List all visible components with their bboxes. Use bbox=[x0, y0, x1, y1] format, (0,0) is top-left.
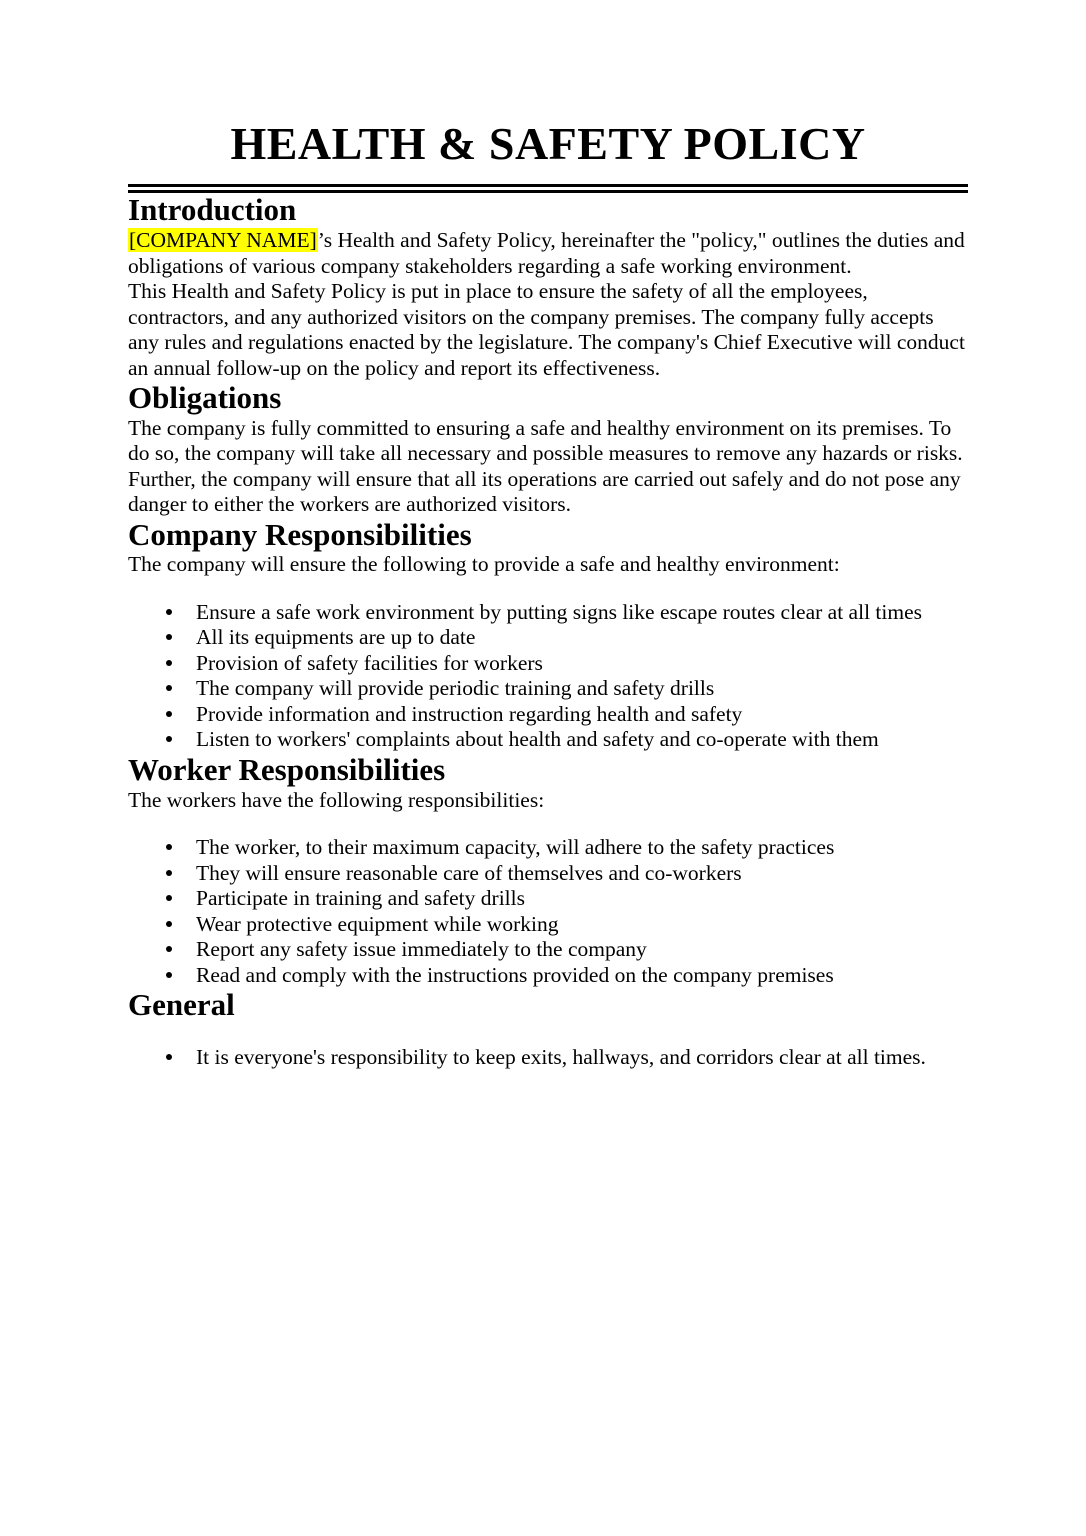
bullet-icon bbox=[166, 844, 172, 850]
list-item-label: All its equipments are up to date bbox=[196, 625, 476, 650]
list-item bbox=[128, 727, 968, 753]
heading-company-responsibilities: Company Responsibilities bbox=[128, 516, 472, 552]
bullet-icon bbox=[166, 870, 172, 876]
list-item bbox=[128, 625, 968, 651]
bullet-icon bbox=[166, 736, 172, 742]
list-item bbox=[128, 702, 968, 728]
list-item bbox=[128, 912, 968, 938]
bullet-icon bbox=[166, 946, 172, 952]
list-item bbox=[128, 651, 968, 677]
list-item bbox=[128, 835, 968, 861]
introduction-paragraph-2: This Health and Safety Policy is put in place to ensure the safety of all the employees, contractors, and any authorized visitors on the company premises. The company fully accepts any rules and regulations enacted by the legislature. The company's Chief Executive will conduct an annual follow-up on the policy and report its effectiveness. bbox=[128, 279, 965, 380]
bullet-icon bbox=[166, 711, 172, 717]
page-title: HEALTH & SAFETY POLICY bbox=[230, 118, 866, 169]
list-item bbox=[128, 937, 968, 963]
list-item-label: The worker, to their maximum capacity, will adhere to the safety practices bbox=[196, 835, 835, 860]
general-list bbox=[128, 1045, 968, 1071]
list-item-label: It is everyone's responsibility to keep exits, hallways, and corridors clear at all times. bbox=[196, 1044, 926, 1069]
list-item-label: Provision of safety facilities for workers bbox=[196, 650, 543, 675]
list-item-label: They will ensure reasonable care of themselves and co-workers bbox=[196, 860, 742, 885]
worker-responsibilities-list bbox=[128, 835, 968, 988]
bullet-icon bbox=[166, 1054, 172, 1060]
list-item bbox=[128, 1045, 968, 1071]
company-responsibilities-list bbox=[128, 600, 968, 753]
list-item bbox=[128, 886, 968, 912]
bullet-icon bbox=[166, 634, 172, 640]
obligations-paragraph-1: The company is fully committed to ensuring a safe and healthy environment on its premises. To do so, the company will take all necessary and possible measures to remove any hazards or risks. Further, the company will ensure that all its operations are carried out safely and do not pose any danger to either the workers are authorized visitors. bbox=[128, 415, 963, 517]
list-item-label: Read and comply with the instructions provided on the company premises bbox=[196, 962, 834, 987]
heading-general: General bbox=[128, 987, 235, 1023]
list-item-label: Provide information and instruction regarding health and safety bbox=[196, 701, 743, 726]
bullet-icon bbox=[166, 660, 172, 666]
heading-obligations: Obligations bbox=[128, 380, 282, 416]
list-item bbox=[128, 600, 968, 626]
list-item-label: Participate in training and safety drills bbox=[196, 886, 525, 911]
heading-worker-responsibilities: Worker Responsibilities bbox=[128, 751, 446, 787]
list-item-label: Wear protective equipment while working bbox=[196, 911, 559, 936]
company-responsibilities-intro: The company will ensure the following to provide a safe and healthy environment: bbox=[128, 552, 840, 577]
introduction-paragraph-1 bbox=[128, 228, 968, 279]
document-content bbox=[128, 0, 968, 1070]
bullet-icon bbox=[166, 685, 172, 691]
heading-introduction: Introduction bbox=[128, 192, 297, 228]
bullet-icon bbox=[166, 895, 172, 901]
list-item-label: The company will provide periodic training and safety drills bbox=[196, 676, 715, 701]
list-item-label: Ensure a safe work environment by putting signs like escape routes clear at all times bbox=[196, 599, 923, 624]
bullet-icon bbox=[166, 609, 172, 615]
list-item bbox=[128, 861, 968, 887]
list-item-label: Listen to workers' complaints about health and safety and co-operate with them bbox=[196, 727, 879, 752]
bullet-icon bbox=[166, 921, 172, 927]
bullet-icon bbox=[166, 972, 172, 978]
list-item bbox=[128, 676, 968, 702]
company-name-placeholder: [COMPANY NAME] bbox=[129, 228, 317, 253]
introduction-paragraph-1-rest: ’s Health and Safety Policy, hereinafter the "policy," outlines the duties and obligations of various company stakeholders regarding a safe working environment. bbox=[128, 228, 965, 278]
list-item bbox=[128, 963, 968, 989]
list-item-label: Report any safety issue immediately to the company bbox=[196, 937, 647, 962]
worker-responsibilities-intro: The workers have the following responsibilities: bbox=[128, 787, 545, 812]
